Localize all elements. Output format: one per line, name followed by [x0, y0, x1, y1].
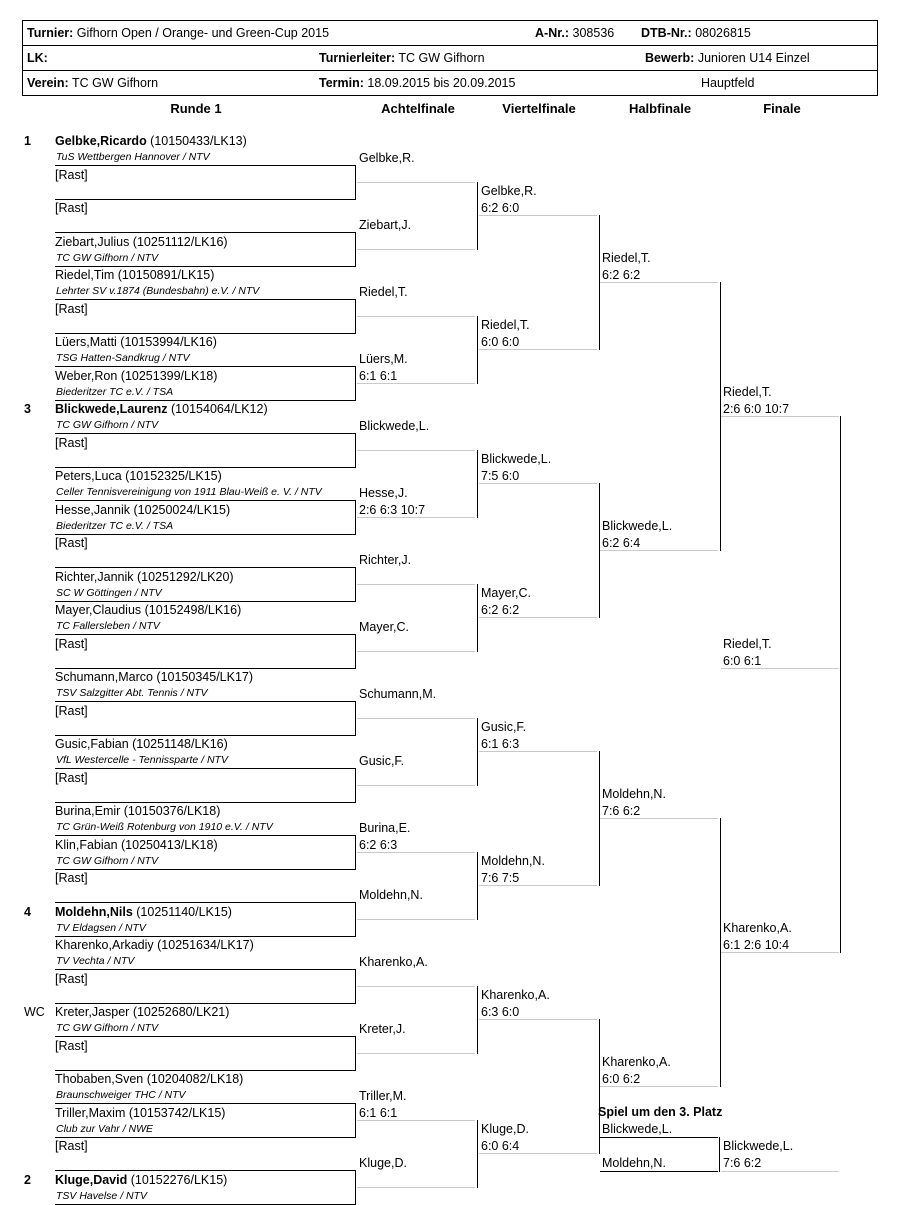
bracket-connector: [355, 1036, 356, 1037]
bracket-connector: [355, 634, 356, 669]
match-score: 6:2 6:3: [359, 837, 398, 852]
player-name: Klin,Fabian (10250413/LK18): [55, 837, 218, 852]
a-number-field: [535, 25, 614, 41]
player-name: Schumann,Marco (10150345/LK17): [55, 670, 254, 684]
date-field: [319, 75, 515, 91]
header-divider: [23, 45, 877, 46]
bracket-connector: [355, 634, 356, 635]
header-divider: [23, 70, 877, 71]
competition-label: Bewerb:: [645, 51, 695, 65]
match-score: 6:0 6:0: [481, 335, 520, 349]
match-score: 6:2 6:4: [602, 536, 641, 550]
champion-name: Riedel,T.: [723, 637, 772, 651]
entry-line: [357, 1120, 475, 1121]
bracket-connector: [599, 1019, 600, 1020]
winner-name: Kluge,D.: [481, 1122, 529, 1136]
match-score: 7:6 7:5: [481, 871, 520, 885]
bracket-connector: [599, 751, 600, 752]
winner-name: Ziebart,J.: [359, 217, 412, 232]
seed-number: 1: [24, 134, 31, 148]
player-name-bold: Blickwede,Laurenz: [55, 402, 168, 416]
winner-name: Moldehn,N.: [602, 787, 666, 801]
a-number: 308536: [572, 26, 615, 40]
player-club: TC GW Gifhorn / NTV: [56, 419, 159, 431]
player-name: Mayer,Claudius (10152498/LK16): [55, 603, 242, 617]
entry-line: [721, 668, 839, 669]
player-club: TV Eldagsen / NTV: [56, 921, 146, 934]
player-name: Ziebart,Julius (10251112/LK16): [55, 234, 228, 249]
bracket-connector: [477, 182, 478, 183]
player-id: (10152276/LK15): [127, 1172, 228, 1187]
bye-slot: [Rast]: [55, 1038, 88, 1053]
bracket-connector: [477, 718, 478, 719]
winner-name: Kharenko,A.: [602, 1055, 671, 1069]
winner-name: Burina,E.: [359, 820, 411, 835]
director-label: Turnierleiter:: [319, 51, 396, 65]
bracket-connector: [355, 366, 356, 401]
match-score: 6:0 6:2: [602, 1072, 641, 1086]
player-club: TV Vechta / NTV: [56, 955, 135, 967]
entry-line: [55, 1204, 355, 1205]
bracket-connector: [477, 584, 478, 585]
bye-slot: [Rast]: [55, 703, 88, 718]
bracket-connector: [840, 416, 841, 953]
draw-type: Hauptfeld: [701, 76, 755, 90]
entry-line: [55, 299, 355, 300]
club-field: [27, 75, 158, 91]
entry-line: [357, 383, 475, 384]
winner-name: Kharenko,A.: [723, 921, 792, 935]
bracket-connector: [599, 1019, 600, 1154]
entry-line: [55, 199, 355, 200]
dtb-number-field: [641, 25, 751, 41]
entry-line: [479, 1019, 597, 1020]
match-score: 6:1 6:3: [481, 737, 520, 751]
winner-name: Kharenko,A.: [359, 954, 428, 969]
player-name: Lüers,Matti (10153994/LK16): [55, 335, 217, 349]
lk-label: LK:: [27, 51, 48, 65]
winner-name: Mayer,C.: [481, 586, 532, 600]
bracket-connector: [477, 584, 478, 652]
bye-slot: [Rast]: [55, 871, 88, 885]
winner-name: Riedel,T.: [723, 385, 772, 399]
bracket-connector: [355, 768, 356, 769]
match-score: 6:0 6:4: [481, 1139, 520, 1153]
winner-name: Gelbke,R.: [481, 184, 537, 198]
player-name: [55, 401, 268, 417]
winner-name: Kreter,J.: [359, 1021, 406, 1036]
player-name-bold: Moldehn,Nils: [55, 904, 133, 919]
entry-line: [55, 433, 355, 434]
player-club: Biederitzer TC e.V. / TSA: [56, 519, 174, 532]
entry-line: [600, 1086, 718, 1087]
player-club: Lehrter SV v.1874 (Bundesbahn) e.V. / NTV: [56, 285, 260, 297]
column-heading-final: Finale: [763, 101, 801, 116]
entry-line: [357, 182, 475, 183]
player-name-bold: Kluge,David: [55, 1172, 128, 1187]
entry-line: [721, 952, 839, 953]
winner-name: Riedel,T.: [481, 318, 530, 332]
bracket-connector: [599, 215, 600, 216]
entry-line: [357, 450, 475, 451]
bracket-connector: [477, 1120, 478, 1188]
entry-line: [55, 634, 355, 635]
bracket-connector: [355, 567, 356, 602]
player-club: SC W Göttingen / NTV: [56, 586, 162, 599]
bracket-connector: [355, 902, 356, 903]
bracket-connector: [477, 852, 478, 853]
bye-slot: [Rast]: [55, 770, 88, 785]
entry-line: [55, 768, 355, 769]
column-heading-semifinal: Halbfinale: [628, 101, 692, 116]
dtb-number-label: DTB-Nr.:: [641, 26, 692, 40]
match-score: 6:1 2:6 10:4: [723, 938, 790, 952]
entry-line: [479, 215, 597, 216]
bracket-connector: [355, 969, 356, 970]
player-id: (10150433/LK13): [146, 134, 247, 148]
date-label: Termin:: [319, 76, 364, 90]
column-heading-round1: Runde 1: [170, 101, 222, 116]
third-place-player: Blickwede,L.: [602, 1122, 673, 1136]
entry-line: [55, 869, 355, 870]
bye-slot: [Rast]: [55, 536, 88, 550]
bracket-connector: [599, 751, 600, 886]
club-label: Verein:: [27, 76, 69, 90]
bracket-connector: [355, 768, 356, 803]
bye-slot: [Rast]: [55, 301, 88, 316]
match-score: 7:5 6:0: [481, 469, 520, 483]
date-range: 18.09.2015 bis 20.09.2015: [367, 76, 516, 90]
seed-number: 3: [24, 402, 31, 416]
bracket-connector: [355, 1170, 356, 1171]
seed-number: 2: [24, 1172, 31, 1187]
entry-line: [357, 651, 475, 652]
player-club: TuS Wettbergen Hannover / NTV: [56, 151, 210, 163]
entry-line: [600, 1137, 718, 1138]
player-club: TC GW Gifhorn / NTV: [56, 854, 159, 867]
bracket-connector: [720, 818, 721, 1087]
bracket-connector: [477, 316, 478, 317]
bracket-connector: [355, 299, 356, 300]
player-club: TC Fallersleben / NTV: [56, 620, 160, 632]
player-club: Biederitzer TC e.V. / TSA: [56, 385, 174, 398]
entry-line: [600, 550, 718, 551]
bye-slot: [Rast]: [55, 201, 88, 215]
bracket-connector: [355, 701, 356, 702]
player-club: Braunschweiger THC / NTV: [56, 1089, 186, 1101]
winner-name: Gusic,F.: [481, 720, 527, 734]
third-place-player: Moldehn,N.: [602, 1156, 666, 1170]
competition: Junioren U14 Einzel: [697, 51, 810, 65]
entry-line: [55, 1036, 355, 1037]
entry-line: [479, 885, 597, 886]
bracket-connector: [477, 986, 478, 987]
player-name: Triller,Maxim (10153742/LK15): [55, 1105, 226, 1120]
entry-line: [600, 282, 718, 283]
entry-line: [357, 718, 475, 719]
player-name: Richter,Jannik (10251292/LK20): [55, 569, 234, 584]
winner-name: Blickwede,L.: [602, 519, 673, 533]
entry-line: [357, 249, 475, 250]
dtb-number: 08026815: [695, 26, 751, 40]
entry-line: [721, 416, 839, 417]
entry-line: [479, 617, 597, 618]
entry-line: [357, 852, 475, 853]
entry-line: [479, 483, 597, 484]
tournament-field: [27, 25, 329, 41]
player-name: [55, 904, 232, 920]
player-club: TSV Havelse / NTV: [56, 1189, 148, 1202]
bracket-connector: [355, 1170, 356, 1205]
entry-line: [479, 349, 597, 350]
bracket-connector: [355, 701, 356, 736]
tournament-name: Gifhorn Open / Orange- und Green-Cup 2015: [76, 26, 330, 40]
entry-line: [600, 818, 718, 819]
player-id: (10251140/LK15): [132, 904, 232, 919]
player-name: Thobaben,Sven (10204082/LK18): [55, 1072, 244, 1086]
entry-line: [721, 1171, 839, 1172]
player-name: Hesse,Jannik (10250024/LK15): [55, 502, 231, 517]
match-score: 6:1 6:1: [359, 368, 398, 383]
winner-name: Mayer,C.: [359, 619, 410, 634]
bracket-connector: [477, 182, 478, 250]
entry-line: [55, 969, 355, 970]
player-id: (10154064/LK12): [167, 402, 268, 416]
player-name-bold: Gelbke,Ricardo: [55, 134, 147, 148]
bracket-connector: [720, 282, 721, 283]
player-name: Kharenko,Arkadiy (10251634/LK17): [55, 938, 254, 952]
player-name: Weber,Ron (10251399/LK18): [55, 368, 218, 383]
match-score: 2:6 6:3 10:7: [359, 502, 426, 517]
entry-line: [479, 1153, 597, 1154]
bracket-connector: [355, 500, 356, 501]
entry-line: [357, 1187, 475, 1188]
third-place-title: Spiel um den 3. Platz: [598, 1105, 723, 1119]
bracket-connector: [720, 818, 721, 819]
winner-name: Hesse,J.: [359, 485, 408, 500]
player-name: Kreter,Jasper (10252680/LK21): [55, 1005, 230, 1019]
third-place-score: 7:6 6:2: [723, 1156, 762, 1170]
director-field: [319, 50, 485, 66]
bracket-connector: [477, 316, 478, 384]
bracket-connector: [477, 986, 478, 1054]
player-club: TSG Hatten-Sandkrug / NTV: [56, 352, 190, 364]
bracket-connector: [477, 1120, 478, 1121]
winner-name: Gusic,F.: [359, 753, 405, 768]
player-name: Burina,Emir (10150376/LK18): [55, 804, 221, 818]
player-club: TC Grün-Weiß Rotenburg von 1910 e.V. / NTV: [56, 821, 273, 833]
entry-line: [55, 165, 355, 166]
winner-name: Blickwede,L.: [481, 452, 552, 466]
player-name: [55, 1172, 227, 1188]
player-name: [55, 133, 247, 149]
player-name: Gusic,Fabian (10251148/LK16): [55, 737, 228, 751]
seed-number: 4: [24, 904, 31, 919]
champion-score: 6:0 6:1: [723, 654, 762, 668]
entry-line: [357, 584, 475, 585]
winner-name: Riedel,T.: [602, 251, 651, 265]
entry-line: [357, 785, 475, 786]
player-club: Celler Tennisvereinigung von 1911 Blau-Weiß e. V. / NTV: [56, 486, 322, 498]
column-heading-round-of-16: Achtelfinale: [381, 101, 455, 116]
bracket-connector: [355, 969, 356, 1004]
a-number-label: A-Nr.:: [535, 26, 570, 40]
bracket-connector: [477, 718, 478, 786]
player-name: Riedel,Tim (10150891/LK15): [55, 268, 215, 282]
bracket-connector: [355, 165, 356, 200]
bracket-connector: [355, 232, 356, 267]
bracket-connector: [355, 1103, 356, 1138]
player-club: TSV Salzgitter Abt. Tennis / NTV: [56, 687, 208, 699]
bye-slot: [Rast]: [55, 636, 88, 651]
director: TC GW Gifhorn: [398, 51, 485, 65]
entry-line: [357, 1053, 475, 1054]
entry-line: [600, 1171, 718, 1172]
tournament-header: [22, 20, 878, 96]
entry-line: [55, 1137, 355, 1138]
bracket-connector: [355, 1036, 356, 1071]
winner-name: Moldehn,N.: [359, 887, 423, 902]
winner-name: Triller,M.: [359, 1088, 407, 1103]
bracket-connector: [355, 500, 356, 535]
bracket-connector: [355, 835, 356, 870]
bracket-connector: [355, 835, 356, 836]
winner-name: Riedel,T.: [359, 284, 408, 299]
competition-field: [645, 50, 810, 66]
winner-name: Richter,J.: [359, 552, 412, 567]
player-club: TC GW Gifhorn / NTV: [56, 1022, 159, 1034]
entry-line: [55, 701, 355, 702]
player-name: Peters,Luca (10152325/LK15): [55, 469, 222, 483]
bracket-connector: [355, 366, 356, 367]
entry-line: [357, 316, 475, 317]
bracket-connector: [599, 483, 600, 618]
bracket-connector: [477, 450, 478, 518]
winner-name: Kluge,D.: [359, 1155, 407, 1170]
player-club: VfL Westercelle - Tennissparte / NTV: [56, 754, 228, 766]
match-score: 6:2 6:2: [602, 268, 641, 282]
entry-line: [357, 517, 475, 518]
bracket-connector: [477, 852, 478, 920]
tournament-label: Turnier:: [27, 26, 74, 40]
bracket-connector: [720, 282, 721, 551]
winner-name: Schumann,M.: [359, 686, 437, 701]
bracket-connector: [355, 165, 356, 166]
entry-line: [357, 919, 475, 920]
entry-line: [479, 751, 597, 752]
bracket-connector: [477, 450, 478, 451]
bracket-connector: [355, 299, 356, 334]
seed-number: WC: [24, 1005, 45, 1019]
bracket-connector: [355, 433, 356, 468]
bracket-connector: [355, 902, 356, 937]
match-score: 2:6 6:0 10:7: [723, 402, 790, 416]
bracket-connector: [599, 483, 600, 484]
player-club: Club zur Vahr / NWE: [56, 1122, 154, 1135]
match-score: 6:2 6:0: [481, 201, 520, 215]
club: TC GW Gifhorn: [71, 76, 159, 90]
player-club: TC GW Gifhorn / NTV: [56, 251, 159, 264]
entry-line: [55, 534, 355, 535]
bye-slot: [Rast]: [55, 971, 88, 986]
bracket-connector: [355, 1103, 356, 1104]
match-score: 7:6 6:2: [602, 804, 641, 818]
match-score: 6:2 6:2: [481, 603, 520, 617]
winner-name: Gelbke,R.: [359, 150, 415, 165]
bye-slot: [Rast]: [55, 435, 88, 450]
winner-name: Blickwede,L.: [359, 418, 430, 433]
entry-line: [357, 986, 475, 987]
bracket-connector: [355, 232, 356, 233]
bye-slot: [Rast]: [55, 1139, 88, 1153]
match-score: 6:3 6:0: [481, 1005, 520, 1019]
bracket-connector: [355, 433, 356, 434]
bracket-connector: [355, 567, 356, 568]
winner-name: Lüers,M.: [359, 351, 408, 366]
bracket-connector: [719, 1137, 720, 1172]
winner-name: Moldehn,N.: [481, 854, 545, 868]
match-score: 6:1 6:1: [359, 1105, 398, 1120]
winner-name: Kharenko,A.: [481, 988, 550, 1002]
bye-slot: [Rast]: [55, 167, 88, 182]
bracket-connector: [599, 215, 600, 350]
column-heading-quarterfinal: Viertelfinale: [502, 101, 576, 116]
third-place-winner: Blickwede,L.: [723, 1139, 794, 1153]
